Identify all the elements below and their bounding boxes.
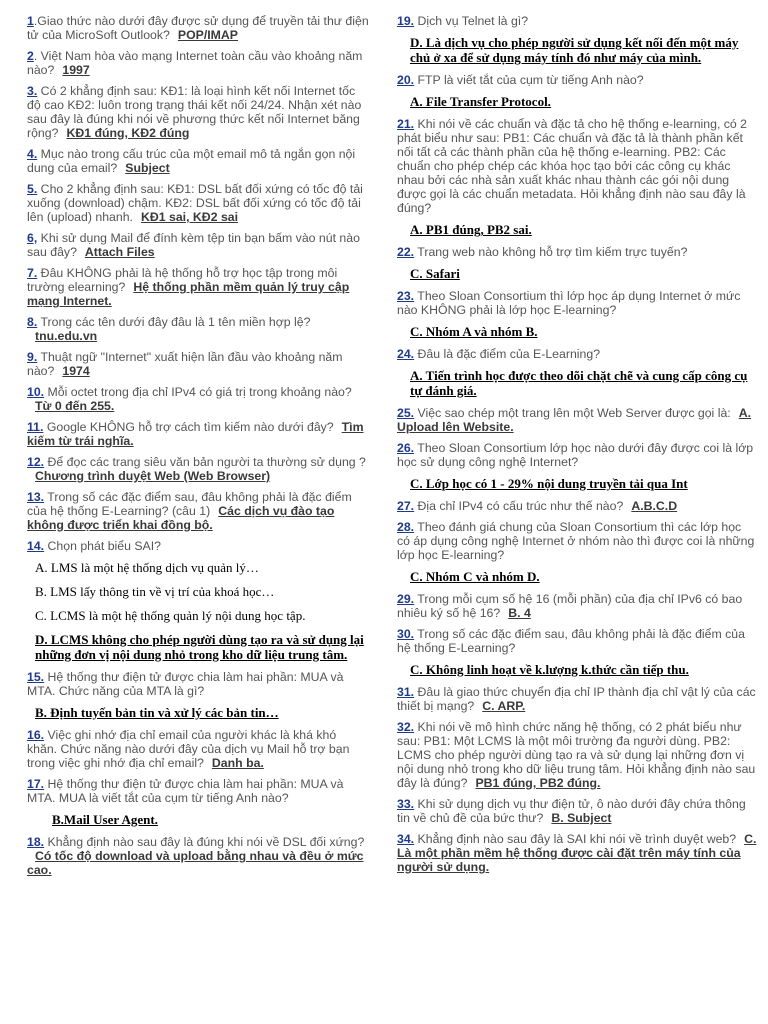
answer: B. 4 [508, 606, 531, 620]
question-18 [27, 835, 369, 877]
answer-block: A. File Transfer Protocol. [410, 94, 551, 109]
question-text: Mục nào trong cấu trúc của một email mô tả ngắn gọn nội dung của email? [27, 147, 356, 175]
answer: Từ 0 đến 255. [35, 399, 115, 413]
question-text: Hệ thống thư điện tử được chia làm hai phần: MUA và MTA. Chức năng của MTA là gì? [27, 670, 344, 698]
question-item [27, 147, 369, 175]
question-number: 24. [397, 347, 415, 361]
answer-block: C. Safari [410, 266, 460, 281]
left-questions [27, 14, 369, 553]
question-item [397, 832, 757, 874]
question-text: Việc ghi nhớ địa chỉ email của người khác là khá khó khăn. Chức năng nào dưới đây của dịch vụ Mail hỗ trợ bạn trong việc ghi nhớ địa chỉ email? [27, 728, 350, 770]
question-text: Theo đánh giá chung của Sloan Consortium thì các lớp học có áp dụng công nghệ Internet ở nhóm nào thì được coi là những lớp học E-learning? [397, 520, 755, 562]
question-text: Khi nói về mô hình chức năng hệ thống, có 2 phát biểu như sau: PB1: Một LCMS là một môi trường đa người dùng. PB2: LCMS cho phép người dùng tạo ra và sử dụng lại những đơn vị nội dung nhỏ trong kho dữ liệu trung tâm. Hỏi khẳng định nào sau đây là đúng? [397, 720, 756, 790]
question-number: 32. [397, 720, 415, 734]
question-number: 27. [397, 499, 415, 513]
question-item [397, 406, 757, 434]
question-16 [27, 728, 369, 770]
answer: Có tốc độ download và upload bằng nhau và đều ở mức cao. [27, 849, 364, 877]
question-number: 9. [27, 350, 38, 364]
question-number: 14. [27, 539, 45, 553]
question-text: Khi sử dụng dịch vụ thư điện tử, ô nào dưới đây chứa thông tin về chủ đề của bức thư? [397, 797, 746, 825]
q14-option-b: B. LMS lấy thông tin về vị trí của khoá học… [35, 584, 275, 599]
answer: Subject [125, 161, 170, 175]
question-number: 17. [27, 777, 45, 791]
question-item [27, 182, 369, 224]
answer-block: C. Nhóm A và nhóm B. [410, 324, 538, 339]
q14-answer: D. LCMS không cho phép người dùng tạo ra và sử dụng lại những đơn vị nội dung nhỏ trong kho dữ liệu trung tâm. [35, 632, 364, 662]
question-text: Cho 2 khẳng định sau: KĐ1: DSL bất đối xứng có tốc độ tải xuống (download) chậm. KĐ2: DSL bất đối xứng có tốc độ tải lên (upload) nhanh. [27, 182, 363, 224]
right-column [397, 14, 757, 881]
question-number: 15. [27, 670, 45, 684]
question-item [397, 592, 757, 620]
question-item [27, 455, 369, 483]
question-item [27, 84, 369, 140]
question-text: Địa chỉ IPv4 có cấu trúc như thế nào? [414, 499, 624, 513]
answer: C. ARP. [482, 699, 526, 713]
answer: Attach Files [84, 245, 155, 259]
question-text: Việc sao chép một trang lên một Web Server được gọi là: [414, 406, 731, 420]
question-text: Trong mỗi cụm số hệ 16 (mỗi phần) của địa chỉ IPv6 có bao nhiêu ký số hệ 16? [397, 592, 743, 620]
q14-option-c: C. LCMS là một hệ thống quản lý nội dung học tập. [35, 608, 306, 623]
question-text: Thuật ngữ "Internet" xuất hiện lần đầu vào khoảng năm nào? [27, 350, 343, 378]
question-number: 20. [397, 73, 415, 87]
question-item [27, 490, 369, 532]
question-text: Đâu KHÔNG phải là hệ thống hỗ trợ học tập trong môi trường elearning? [27, 266, 338, 294]
question-number: 3. [27, 84, 38, 98]
question-number: 11. [27, 420, 44, 434]
question-number: 33. [397, 797, 415, 811]
question-text: .Giao thức nào dưới đây được sử dụng để truyền tải thư điện tử của MicroSoft Outlook? [27, 14, 369, 42]
question-item [397, 720, 757, 790]
answer: Tìm kiếm từ trái nghĩa. [27, 420, 364, 448]
question-text: Dịch vụ Telnet là gì? [414, 14, 529, 28]
question-17 [27, 777, 369, 805]
question-item [27, 350, 369, 378]
question-item [397, 117, 757, 215]
question-text: Khẳng định nào sau đây là SAI khi nói về trình duyệt web? [414, 832, 737, 846]
question-item [27, 266, 369, 308]
question-number: 26. [397, 441, 415, 455]
question-text: Chọn phát biểu SAI? [44, 539, 162, 553]
question-item [397, 520, 757, 562]
left-column [27, 14, 369, 884]
question-number: 1 [27, 14, 34, 28]
question-number: 25. [397, 406, 415, 420]
question-item [397, 245, 757, 259]
question-number: 31. [397, 685, 415, 699]
answer: Hệ thống phần mềm quản lý truy cập mạng Internet. [27, 280, 350, 308]
answer: A.B.C.D [631, 499, 678, 513]
question-text: . Việt Nam hòa vào mạng Internet toàn cầu vào khoảng năm nào? [27, 49, 363, 77]
question-text: Khi nói về các chuẩn và đặc tả cho hệ thống e-learning, có 2 phát biểu như sau: PB1: Các chuẩn và đặc tả là thành phần kết nối tất cả các thành phần của hệ thống e-learning. PB2: Các chuẩn cho phép chép các khóa học tạo bởi các công cụ khác nhau bởi các nhà sản xuất khác nhau thành các gói nội dung được gọi là các chuẩn metadata. Hỏi khẳng định nào sau đây là đúng? [397, 117, 748, 215]
answer: KĐ1 đúng, KĐ2 đúng [66, 126, 190, 140]
answer: C. Là một phần mềm hệ thống được cài đặt trên máy tính của người sử dụng. [397, 832, 757, 874]
answer-block: C. Nhóm C và nhóm D. [410, 569, 540, 584]
question-number: 18. [27, 835, 45, 849]
question-number: 8. [27, 315, 38, 329]
question-text: Để đọc các trang siêu văn bản người ta thường sử dụng ? [44, 455, 366, 469]
question-text: Hệ thống thư điện tử được chia làm hai phần: MUA và MTA. MUA là viết tắt của cụm từ tiếng Anh nào? [27, 777, 344, 805]
answer: POP/IMAP [177, 28, 239, 42]
question-number: 19. [397, 14, 415, 28]
question-item [397, 289, 757, 317]
question-number: 2 [27, 49, 34, 63]
question-item [397, 73, 757, 87]
question-number: 13. [27, 490, 45, 504]
question-text: Mỗi octet trong địa chỉ IPv4 có giá trị trong khoảng nào? [44, 385, 352, 399]
answer: PB1 đúng, PB2 đúng. [475, 776, 601, 790]
question-text: Trong các tên dưới đây đâu là 1 tên miền hợp lệ? [37, 315, 311, 329]
answer: 1974 [62, 364, 90, 378]
question-number: 21. [397, 117, 415, 131]
question-number: 4. [27, 147, 38, 161]
question-number: 16. [27, 728, 45, 742]
question-number: 12. [27, 455, 45, 469]
answer: B. Subject [551, 811, 612, 825]
question-item [397, 685, 757, 713]
question-number: 7. [27, 266, 38, 280]
question-item [27, 14, 369, 42]
question-item [27, 385, 369, 413]
question-text: Theo Sloan Consortium thì lớp học áp dụng Internet ở mức nào KHÔNG phải là lớp học E-learning? [397, 289, 741, 317]
question-item [397, 627, 757, 655]
q17-answer: B.Mail User Agent. [52, 812, 158, 827]
question-text: Đâu là giao thức chuyển địa chỉ IP thành địa chỉ vật lý của các thiết bị mạng? [397, 685, 756, 713]
question-text: Trang web nào không hỗ trợ tìm kiếm trực tuyến? [414, 245, 688, 259]
question-item [397, 14, 757, 28]
answer-block: C. Lớp học có 1 - 29% nội dung truyền tải qua Int [410, 476, 688, 491]
question-number: 29. [397, 592, 415, 606]
question-number: 30. [397, 627, 415, 641]
answer-block: A. PB1 đúng, PB2 sai. [410, 222, 532, 237]
question-item [27, 539, 369, 553]
q15-answer: B. Định tuyến bản tin và xử lý các bản tin… [35, 705, 279, 720]
question-number: 10. [27, 385, 45, 399]
answer: 1997 [62, 63, 90, 77]
answer: Chương trình duyệt Web (Web Browser) [35, 469, 271, 483]
question-text: Google KHÔNG hỗ trợ cách tìm kiếm nào dưới đây? [43, 420, 334, 434]
answer: Các dịch vụ đào tạo không được triển khai đồng bộ. [27, 504, 335, 532]
q14-option-a: A. LMS là một hệ thống dịch vụ quản lý… [35, 560, 259, 575]
question-item [27, 231, 369, 259]
question-item [397, 499, 757, 513]
answer: Danh ba. [211, 756, 264, 770]
question-number: 23. [397, 289, 415, 303]
question-item [397, 797, 757, 825]
answer: KĐ1 sai, KĐ2 sai [140, 210, 239, 224]
answer: tnu.edu.vn [35, 329, 98, 343]
question-number: 5. [27, 182, 38, 196]
question-item [27, 420, 369, 448]
question-text: Trong số các đặc điểm sau, đâu không phải là đặc điểm của hệ thống E-Learning? (câu 1) [27, 490, 352, 518]
question-number: 22. [397, 245, 415, 259]
answer-block: C. Không linh hoạt về k.lượng k.thức cần tiếp thu. [410, 662, 689, 677]
question-number: 34. [397, 832, 415, 846]
question-text: Có 2 khẳng định sau: KĐ1: là loại hình kết nối Internet tốc độ cao KĐ2: luôn trong trạng thái kết nối 24/24. Nhận xét nào sau đây là đúng khi nói về phương thức kết nối Internet băng rộng? [27, 84, 362, 140]
question-15 [27, 670, 369, 698]
question-number: 28. [397, 520, 415, 534]
question-item [27, 315, 369, 343]
question-text: Theo Sloan Consortium lớp học nào dưới đây được coi là lớp học sử dụng công nghệ Internet? [397, 441, 754, 469]
question-item [27, 49, 369, 77]
question-text: Khẳng định nào sau đây là đúng khi nói về DSL đối xứng? [44, 835, 365, 849]
question-text: Đâu là đặc điểm của E-Learning? [414, 347, 601, 361]
answer-block: D. Là dịch vụ cho phép người sử dụng kết nối đến một máy chủ ở xa để sử dụng máy tính đó như máy của mình. [410, 35, 739, 65]
answer-block: A. Tiến trình học được theo dõi chặt chẽ và cung cấp công cụ tự đánh giá. [410, 368, 748, 398]
answer: A. Upload lên Website. [397, 406, 752, 434]
question-item [397, 441, 757, 469]
question-text: Trong số các đặc điểm sau, đâu không phải là đặc điểm của hệ thống E-Learning? [397, 627, 745, 655]
question-number: 6, [27, 231, 38, 245]
question-item [397, 347, 757, 361]
question-text: Khi sử dụng Mail để đính kèm tệp tin bạn bấm vào nút nào sau đây? [27, 231, 360, 259]
question-text: FTP là viết tắt của cụm từ tiếng Anh nào? [414, 73, 644, 87]
